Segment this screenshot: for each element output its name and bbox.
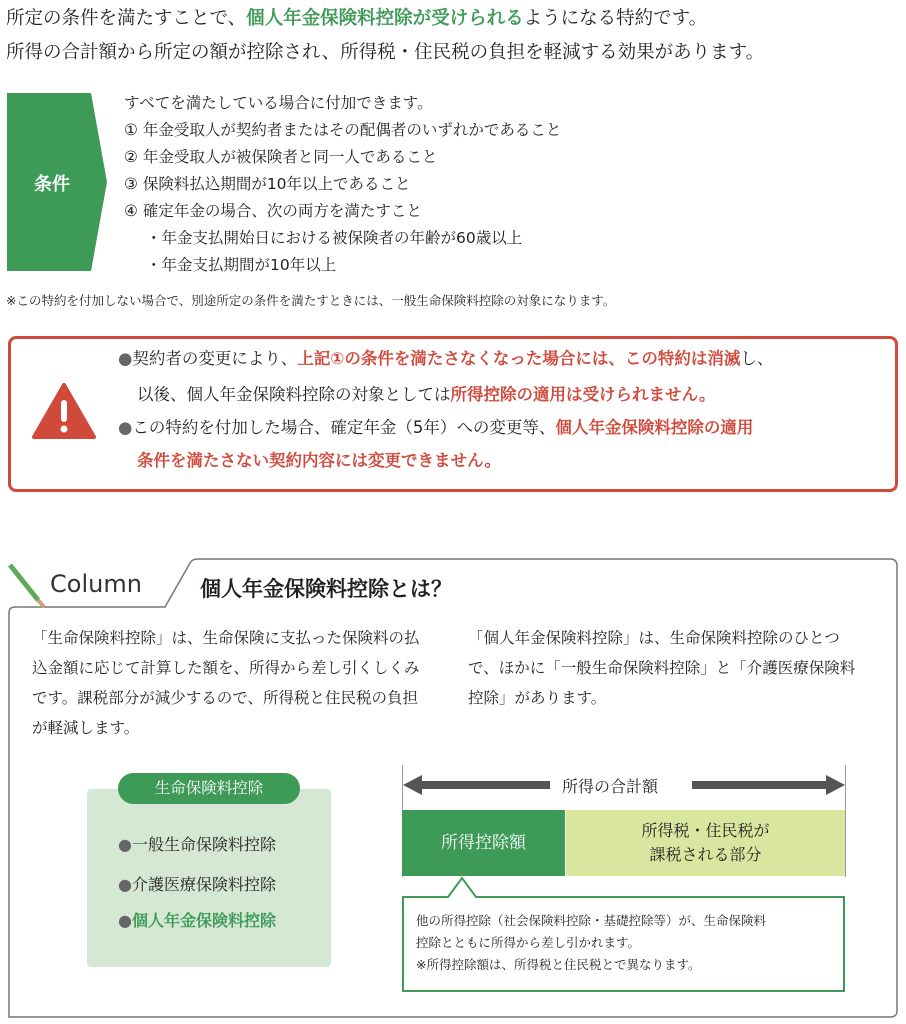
- intro-text: ようになる特約です。: [523, 8, 708, 29]
- callout-line: 控除とともに所得から差し引かれます。: [416, 935, 641, 950]
- taxed-label: 課税される部分: [649, 845, 762, 864]
- condition-subline: ・年金支払開始日における被保険者の年齢が60歳以上: [146, 229, 523, 247]
- condition-line: ① 年金受取人が契約者またはその配偶者のいずれかであること: [124, 121, 562, 139]
- intro-text: 所定の条件を満たすことで、: [6, 8, 247, 29]
- panel-item-label: 介護医療保険料控除: [131, 875, 276, 894]
- panel-item-label: 個人年金保険料控除: [131, 911, 276, 930]
- column-tag: Column: [50, 570, 142, 598]
- callout-line: 他の所得控除（社会保険料控除・基礎控除等）が、生命保険料: [416, 913, 767, 928]
- warning-icon: [32, 382, 96, 440]
- panel-item: ●介護医療保険料控除: [118, 875, 276, 894]
- panel-item-label: 一般生命保険料控除: [131, 835, 276, 854]
- intro-highlight: 個人年金保険料控除が受けられる: [246, 8, 524, 29]
- intro-line-1: [6, 4, 707, 30]
- column-title: 個人年金保険料控除とは？: [200, 577, 452, 601]
- taxed-label: 所得税・住民税が: [641, 821, 770, 840]
- warning-highlight: 上記①の条件を満たさなくなった場合には、この特約は消滅: [297, 349, 741, 368]
- warning-text: し、: [740, 349, 774, 368]
- warning-text: この特約を付加した場合、確定年金（5年）への変更等、: [132, 418, 556, 437]
- warning-highlight: 個人年金保険料控除の適用: [555, 418, 754, 437]
- callout-line: ※所得控除額は、所得税と住民税とで異なります。: [416, 957, 701, 972]
- condition-line: すべてを満たしている場合に付加できます。: [124, 94, 433, 112]
- panel-item-highlight: ●個人年金保険料控除: [118, 911, 276, 930]
- intro-line-2: 所得の合計額から所定の額が控除され、所得税・住民税の負担を軽減する効果があります。: [6, 42, 765, 63]
- condition-line: ③ 保険料払込期間が10年以上であること: [124, 175, 411, 193]
- column-left-paragraph: 「生命保険料控除」は、生命保険に支払った保険料の払込金額に応じて計算した額を、所得から差し引くしくみです。課税部分が減少するので、所得税と住民税の負担が軽減します。: [32, 629, 420, 737]
- condition-line: ④ 確定年金の場合、次の両方を満たすこと: [124, 202, 422, 220]
- warning-text: 契約者の変更により、: [132, 349, 298, 368]
- panel-item: ●一般生命保険料控除: [118, 835, 276, 854]
- conditions-note: ※この特約を付加しない場合で、別途所定の条件を満たすときには、一般生命保険料控除の対象になります。: [6, 293, 616, 308]
- taxed-block: [566, 810, 845, 876]
- warning-bullet-2-cont: 条件を満たさない契約内容には変更できません。: [137, 451, 501, 470]
- total-income-label: 所得の合計額: [562, 777, 659, 796]
- warning-bullet-2: ●この特約を付加した場合、確定年金（5年）への変更等、個人年金保険料控除の適用: [118, 418, 754, 437]
- panel-title-pill: 生命保険料控除: [118, 773, 300, 804]
- warning-bullet-1-cont: [137, 381, 716, 405]
- conditions-label: 条件: [34, 174, 70, 195]
- warning-bullet-1: ●契約者の変更により、上記①の条件を満たさなくなった場合には、この特約は消滅し、: [118, 349, 774, 368]
- warning-highlight: 所得控除の適用は受けられません。: [450, 385, 716, 404]
- column-right-paragraph: 「個人年金保険料控除」は、生命保険料控除のひとつで、ほかに「一般生命保険料控除」と「介護医療保険料控除」があります。: [468, 629, 856, 707]
- callout-text: [416, 910, 766, 976]
- warning-text: 以後、個人年金保険料控除の対象としては: [137, 385, 451, 404]
- deduction-block: 所得控除額: [402, 810, 565, 876]
- condition-line: ② 年金受取人が被保険者と同一人であること: [124, 148, 438, 166]
- condition-subline: ・年金支払期間が10年以上: [146, 256, 337, 274]
